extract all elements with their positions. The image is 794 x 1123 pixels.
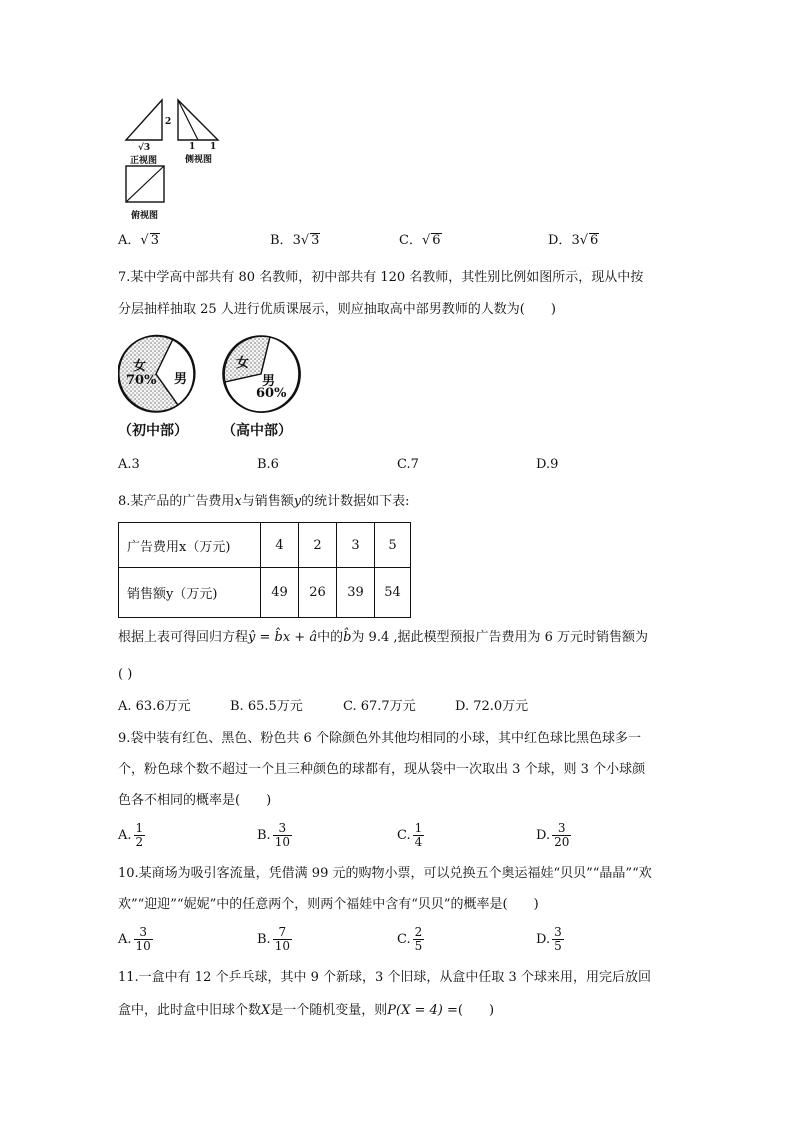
table-cell: 39 [337, 568, 375, 618]
q6-option-d[interactable]: D．3√ 6 [548, 233, 599, 248]
q8-data-table [118, 522, 411, 618]
side-view-shape [178, 100, 218, 140]
q8-stem: 8.某产品的广告费用x与销售额y的统计数据如下表: [118, 494, 410, 509]
q10-stem-line2: 欢”“迎迎”“妮妮”中的任意两个，则两个福娃中含有“贝贝”的概率是( ) [118, 897, 539, 912]
fraction: $\frac{3}{20}$ [554, 821, 570, 849]
sqrt-sign: √ [300, 233, 310, 248]
q6-option-c[interactable]: C．√ 6 [399, 233, 441, 248]
q9-option-b[interactable]: B. $\frac{3}{10}$ [257, 821, 290, 849]
fraction: $\frac{3}{5}$ [554, 925, 562, 953]
q9-option-c[interactable]: C. $\frac{1}{4}$ [397, 821, 423, 849]
q7-stem-line1: 7.某中学高中部共有 80 名教师，初中部共有 120 名教师，其性别比例如图所示，现从中按 [118, 270, 644, 285]
q8-after-table: 根据上表可得回归方程ŷ = b̂x + â中的b̂为 9.4 ,据此模型预报广告费用为 6 万元时销售额为 [118, 630, 649, 645]
sqrt-sign: √ [579, 233, 589, 248]
table-cell: 4 [261, 523, 299, 568]
q10-option-d[interactable]: D. $\frac{3}{5}$ [536, 925, 562, 953]
q9-option-d[interactable]: D. $\frac{3}{20}$ [536, 821, 570, 849]
table-row [119, 523, 411, 568]
side-view-label: 侧视图 [185, 155, 213, 165]
pie-junior-male-label: 男 [174, 372, 188, 387]
table-header-sales: 销售额y（万元) [119, 568, 261, 618]
pie-senior-male-pct: 60% [256, 386, 287, 401]
table-cell: 54 [375, 568, 411, 618]
pie-junior-female-pct: 70% [126, 373, 157, 388]
fraction: $\frac{1}{4}$ [414, 821, 423, 849]
pie-senior-caption: （高中部） [222, 423, 292, 439]
pie-senior-female-label: 女 [236, 356, 250, 371]
q7-option-d[interactable]: D.9 [536, 457, 559, 472]
q7-option-c[interactable]: C.7 [397, 457, 419, 472]
side-dim-left-label: 1 [189, 142, 196, 152]
q8-option-a[interactable]: A. 63.6万元 [118, 699, 191, 714]
table-row [119, 568, 411, 618]
fraction: $\frac{2}{5}$ [414, 925, 423, 953]
fraction: $\frac{7}{10}$ [274, 925, 290, 953]
q7-option-a[interactable]: A.3 [118, 457, 140, 472]
table-cell: 2 [299, 523, 337, 568]
fraction: $\frac{3}{10}$ [274, 821, 290, 849]
q7-stem-line2: 分层抽样抽取 25 人进行优质课展示，则应抽取高中部男教师的人数为( ) [118, 302, 556, 317]
front-view-triangle [126, 100, 162, 140]
dim-base-label: √3 [138, 143, 151, 153]
pie-junior-female-label: 女 [133, 359, 147, 374]
q6-option-a[interactable]: A．√ 3 [118, 233, 159, 248]
fraction: $\frac{3}{10}$ [135, 925, 151, 953]
table-cell: 3 [337, 523, 375, 568]
pie-senior-male-label: 男 [262, 374, 276, 389]
q9-option-a[interactable]: A. $\frac{1}{2}$ [118, 821, 144, 849]
q8-paren: ( ) [118, 667, 133, 682]
q8-option-b[interactable]: B. 65.5万元 [230, 699, 303, 714]
q7-option-b[interactable]: B.6 [257, 457, 279, 472]
sqrt-sign: √ [421, 233, 431, 248]
fraction: $\frac{1}{2}$ [135, 821, 144, 849]
q9-stem-line1: 9.袋中装有红色、黑色、粉色共 6 个除颜色外其他均相同的小球，其中红色球比黑色球多一 [118, 731, 641, 746]
q11-stem-line2: 盒中，此时盒中旧球个数X是一个随机变量，则P(X = 4) =( ) [118, 1003, 495, 1018]
table-cell: 26 [299, 568, 337, 618]
table-cell: 5 [375, 523, 411, 568]
q8-option-d[interactable]: D. 72.0万元 [455, 699, 529, 714]
q6-option-b[interactable]: B．3√ 3 [270, 233, 320, 248]
q10-option-a[interactable]: A. $\frac{3}{10}$ [118, 925, 151, 953]
top-view-label: 俯视图 [131, 211, 159, 221]
q10-option-c[interactable]: C. $\frac{2}{5}$ [397, 925, 423, 953]
side-dim-right-label: 1 [210, 142, 217, 152]
table-header-cost: 广告费用x（万元) [119, 523, 261, 568]
front-view-label: 正视图 [130, 156, 158, 166]
pie-junior-caption: （初中部） [118, 423, 188, 439]
dim-height-label: 2 [165, 117, 172, 127]
q8-option-c[interactable]: C. 67.7万元 [343, 699, 416, 714]
q10-option-b[interactable]: B. $\frac{7}{10}$ [257, 925, 290, 953]
sqrt-sign: √ [140, 233, 149, 248]
q9-stem-line2: 个，粉色球个数不超过一个且三种颜色的球都有，现从袋中一次取出 3 个球，则 3 个小球颜 [118, 762, 646, 777]
table-cell: 49 [261, 568, 299, 618]
q11-stem-line1: 11.一盒中有 12 个乒乓球，其中 9 个新球，3 个旧球，从盒中任取 3 个球来用，用完后放回 [118, 970, 651, 985]
q10-stem-line1: 10.某商场为吸引客流量，凭借满 99 元的购物小票，可以兑换五个奥运福娃“贝贝”“晶晶”“欢 [118, 866, 652, 881]
q9-stem-line3: 色各不相同的概率是( ) [118, 793, 272, 808]
